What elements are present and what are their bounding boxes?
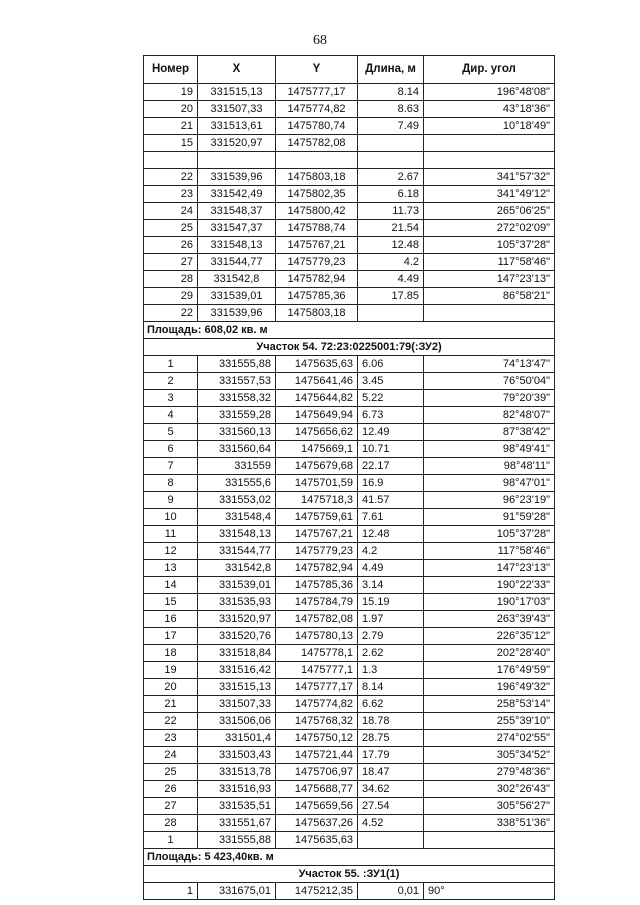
cell-number: 26 — [144, 237, 198, 254]
cell-y: 1475780,74 — [276, 118, 358, 135]
cell-direction: 91°59'28" — [424, 509, 555, 526]
cell-y: 1475212,35 — [276, 883, 358, 900]
cell-y: 1475721,44 — [276, 747, 358, 764]
cell-x: 331520,97 — [198, 611, 276, 628]
cell-direction: 79°20'39" — [424, 390, 555, 407]
cell-y: 1475785,36 — [276, 288, 358, 305]
cell-length: 4.49 — [358, 560, 424, 577]
cell-number: 23 — [144, 730, 198, 747]
cell-direction: 190°17'03" — [424, 594, 555, 611]
cell-direction: 258°53'14" — [424, 696, 555, 713]
cell-number: 20 — [144, 101, 198, 118]
table-row — [144, 356, 555, 373]
cell-x: 331542,49 — [198, 186, 276, 203]
cell-direction: 105°37'28" — [424, 526, 555, 543]
cell-y: 1475802,35 — [276, 186, 358, 203]
table-row — [144, 696, 555, 713]
cell-y: 1475774,82 — [276, 101, 358, 118]
cell-direction: 74°13'47" — [424, 356, 555, 373]
cell-direction: 147°23'13" — [424, 271, 555, 288]
cell-y: 1475774,82 — [276, 696, 358, 713]
cell-number: 3 — [144, 390, 198, 407]
table-row — [144, 577, 555, 594]
cell-number: 21 — [144, 118, 198, 135]
table-row — [144, 747, 555, 764]
table-row — [144, 254, 555, 271]
cell-direction: 305°56'27" — [424, 798, 555, 815]
table-row — [144, 883, 555, 900]
cell-number: 4 — [144, 407, 198, 424]
cell-length: 0,01 — [358, 883, 424, 900]
coordinates-sheet — [143, 55, 555, 900]
header-row — [144, 56, 555, 84]
cell-y: 1475706,97 — [276, 764, 358, 781]
cell-x: 331516,42 — [198, 662, 276, 679]
cell-y: 1475641,46 — [276, 373, 358, 390]
cell-length: 1.3 — [358, 662, 424, 679]
cell-x: 331548,4 — [198, 509, 276, 526]
table-row — [144, 373, 555, 390]
table-row — [144, 84, 555, 101]
cell-y: 1475767,21 — [276, 526, 358, 543]
cell-length: 6.73 — [358, 407, 424, 424]
cell-length: 2.62 — [358, 645, 424, 662]
header-number: Номер — [144, 56, 198, 84]
cell-length: 2.79 — [358, 628, 424, 645]
area-label-1: Площадь: 608,02 кв. м — [144, 322, 555, 339]
table-row — [144, 101, 555, 118]
table-row — [144, 679, 555, 696]
area-label-2: Площадь: 5 423,40кв. м — [144, 849, 555, 866]
cell-length: 12.48 — [358, 237, 424, 254]
cell-direction — [424, 135, 555, 152]
cell-direction: 255°39'10" — [424, 713, 555, 730]
cell-direction: 226°35'12" — [424, 628, 555, 645]
cell-y: 1475780,13 — [276, 628, 358, 645]
cell-number: 19 — [144, 84, 198, 101]
cell-length: 3.45 — [358, 373, 424, 390]
table-row — [144, 118, 555, 135]
header-length: Длина, м — [358, 56, 424, 84]
section-title-2: Участок 55. :ЗУ1(1) — [144, 866, 555, 883]
table-row — [144, 645, 555, 662]
cell-length: 5.22 — [358, 390, 424, 407]
table-row — [144, 288, 555, 305]
area-row — [144, 849, 555, 866]
cell-y: 1475644,82 — [276, 390, 358, 407]
cell-x: 331539,01 — [198, 577, 276, 594]
cell-number: 22 — [144, 305, 198, 322]
table-row — [144, 220, 555, 237]
cell-number: 20 — [144, 679, 198, 696]
cell-x: 331559 — [198, 458, 276, 475]
table-row — [144, 407, 555, 424]
cell-number: 15 — [144, 135, 198, 152]
cell-number: 14 — [144, 577, 198, 594]
table-row — [144, 237, 555, 254]
cell-x: 331548,13 — [198, 526, 276, 543]
cell-x: 331535,51 — [198, 798, 276, 815]
cell-y: 1475750,12 — [276, 730, 358, 747]
table-row — [144, 135, 555, 152]
table-row — [144, 764, 555, 781]
table-row — [144, 441, 555, 458]
cell-length: 15.19 — [358, 594, 424, 611]
cell-y: 1475635,63 — [276, 356, 358, 373]
cell-number: 1 — [144, 883, 198, 900]
cell-length: 2.67 — [358, 169, 424, 186]
table-row — [144, 730, 555, 747]
cell-length: 3.14 — [358, 577, 424, 594]
cell-length: 22.17 — [358, 458, 424, 475]
cell-direction: 190°22'33" — [424, 577, 555, 594]
cell-x: 331515,13 — [198, 84, 276, 101]
cell-length: 7.49 — [358, 118, 424, 135]
cell-x: 331501,4 — [198, 730, 276, 747]
cell-y: 1475782,94 — [276, 271, 358, 288]
cell-direction — [424, 305, 555, 322]
cell-number: 21 — [144, 696, 198, 713]
cell-x: 331560,64 — [198, 441, 276, 458]
cell-length: 4.2 — [358, 254, 424, 271]
table-row — [144, 662, 555, 679]
table-row — [144, 526, 555, 543]
cell-length: 4.2 — [358, 543, 424, 560]
cell-x: 331520,97 — [198, 135, 276, 152]
cell-x: 331539,01 — [198, 288, 276, 305]
cell-length: 17.79 — [358, 747, 424, 764]
cell-y: 1475768,32 — [276, 713, 358, 730]
cell-x: 331535,93 — [198, 594, 276, 611]
cell-y: 1475767,21 — [276, 237, 358, 254]
cell-direction: 43°18'36" — [424, 101, 555, 118]
cell-x: 331544,77 — [198, 543, 276, 560]
cell-y: 1475779,23 — [276, 543, 358, 560]
cell-direction: 265°06'25" — [424, 203, 555, 220]
cell-x: 331559,28 — [198, 407, 276, 424]
cell-number: 25 — [144, 220, 198, 237]
table-row — [144, 203, 555, 220]
cell-y: 1475637,26 — [276, 815, 358, 832]
cell-number: 16 — [144, 611, 198, 628]
cell-direction: 117°58'46" — [424, 543, 555, 560]
cell-y: 1475679,68 — [276, 458, 358, 475]
cell-number: 1 — [144, 832, 198, 849]
cell-x: 331544,77 — [198, 254, 276, 271]
cell-direction: 302°26'43" — [424, 781, 555, 798]
cell-x: 331542,8 — [198, 271, 276, 288]
cell-length — [358, 135, 424, 152]
cell-x: 331503,43 — [198, 747, 276, 764]
cell-direction: 263°39'43" — [424, 611, 555, 628]
table-row — [144, 492, 555, 509]
cell-length: 10.71 — [358, 441, 424, 458]
block-3-rows — [144, 356, 555, 849]
cell-x: 331513,61 — [198, 118, 276, 135]
header-y: Y — [276, 56, 358, 84]
cell-length — [358, 832, 424, 849]
table-row — [144, 628, 555, 645]
cell-y: 1475785,36 — [276, 577, 358, 594]
cell-x: 331516,93 — [198, 781, 276, 798]
header-direction: Дир. угол — [424, 56, 555, 84]
cell-y: 1475777,17 — [276, 84, 358, 101]
cell-length: 7.61 — [358, 509, 424, 526]
cell-number: 22 — [144, 713, 198, 730]
cell-y: 1475779,23 — [276, 254, 358, 271]
cell-y: 1475635,63 — [276, 832, 358, 849]
cell-length: 12.49 — [358, 424, 424, 441]
table-row — [144, 781, 555, 798]
cell-y: 1475782,94 — [276, 560, 358, 577]
table-row — [144, 798, 555, 815]
cell-length: 11.73 — [358, 203, 424, 220]
cell-number: 9 — [144, 492, 198, 509]
table-row — [144, 169, 555, 186]
cell-number: 17 — [144, 628, 198, 645]
cell-number: 26 — [144, 781, 198, 798]
cell-x: 331553,02 — [198, 492, 276, 509]
cell-length: 27.54 — [358, 798, 424, 815]
cell-x: 331507,33 — [198, 101, 276, 118]
blank-row — [144, 152, 555, 169]
cell-y: 1475659,56 — [276, 798, 358, 815]
table-row — [144, 815, 555, 832]
area-row — [144, 322, 555, 339]
cell-direction: 98°47'01" — [424, 475, 555, 492]
cell-x: 331518,84 — [198, 645, 276, 662]
cell-y: 1475788,74 — [276, 220, 358, 237]
cell-number: 28 — [144, 271, 198, 288]
block-1-rows — [144, 84, 555, 152]
cell-direction: 96°23'19" — [424, 492, 555, 509]
table-row — [144, 594, 555, 611]
page-number: 68 — [313, 33, 327, 48]
cell-number: 18 — [144, 645, 198, 662]
cell-y: 1475782,08 — [276, 135, 358, 152]
cell-y: 1475782,08 — [276, 611, 358, 628]
table-row — [144, 186, 555, 203]
table-row — [144, 390, 555, 407]
cell-y: 1475778,1 — [276, 645, 358, 662]
cell-direction: 196°49'32" — [424, 679, 555, 696]
cell-number: 11 — [144, 526, 198, 543]
cell-x: 331513,78 — [198, 764, 276, 781]
cell-x: 331547,37 — [198, 220, 276, 237]
cell-x: 331539,96 — [198, 169, 276, 186]
cell-length: 34.62 — [358, 781, 424, 798]
table-row — [144, 458, 555, 475]
cell-direction: 196°48'08" — [424, 84, 555, 101]
cell-direction: 202°28'40" — [424, 645, 555, 662]
cell-direction: 98°48'11" — [424, 458, 555, 475]
table-row — [144, 611, 555, 628]
cell-number: 28 — [144, 815, 198, 832]
cell-direction: 305°34'52" — [424, 747, 555, 764]
table-row — [144, 305, 555, 322]
cell-length: 8.14 — [358, 84, 424, 101]
cell-number: 29 — [144, 288, 198, 305]
cell-length — [358, 305, 424, 322]
cell-length: 1.97 — [358, 611, 424, 628]
cell-direction: 76°50'04" — [424, 373, 555, 390]
cell-y: 1475777,17 — [276, 679, 358, 696]
cell-direction: 147°23'13" — [424, 560, 555, 577]
cell-direction: 10°18'49" — [424, 118, 555, 135]
cell-y: 1475656,62 — [276, 424, 358, 441]
cell-x: 331558,32 — [198, 390, 276, 407]
cell-direction: 272°02'09" — [424, 220, 555, 237]
cell-y: 1475669,1 — [276, 441, 358, 458]
cell-x: 331555,6 — [198, 475, 276, 492]
cell-number: 12 — [144, 543, 198, 560]
cell-y: 1475718,3 — [276, 492, 358, 509]
cell-length: 21.54 — [358, 220, 424, 237]
cell-direction: 90° — [424, 883, 555, 900]
cell-x: 331675,01 — [198, 883, 276, 900]
cell-y: 1475777,1 — [276, 662, 358, 679]
table-row — [144, 424, 555, 441]
cell-length: 18.78 — [358, 713, 424, 730]
coordinates-table — [143, 55, 555, 900]
cell-number: 15 — [144, 594, 198, 611]
cell-x: 331551,67 — [198, 815, 276, 832]
cell-x: 331557,53 — [198, 373, 276, 390]
cell-x: 331542,8 — [198, 560, 276, 577]
cell-x: 331520,76 — [198, 628, 276, 645]
cell-number: 10 — [144, 509, 198, 526]
cell-direction: 274°02'55" — [424, 730, 555, 747]
table-row — [144, 475, 555, 492]
cell-direction: 341°49'12" — [424, 186, 555, 203]
cell-number: 27 — [144, 254, 198, 271]
cell-number: 19 — [144, 662, 198, 679]
block-2-rows — [144, 169, 555, 322]
cell-x: 331560,13 — [198, 424, 276, 441]
cell-x: 331555,88 — [198, 356, 276, 373]
cell-x: 331548,37 — [198, 203, 276, 220]
cell-number: 23 — [144, 186, 198, 203]
section-row — [144, 866, 555, 883]
cell-direction: 82°48'07" — [424, 407, 555, 424]
cell-x: 331555,88 — [198, 832, 276, 849]
cell-direction — [424, 832, 555, 849]
cell-y: 1475803,18 — [276, 169, 358, 186]
cell-length: 12.48 — [358, 526, 424, 543]
cell-direction: 98°49'41" — [424, 441, 555, 458]
cell-direction: 338°51'36" — [424, 815, 555, 832]
table-row — [144, 832, 555, 849]
table-row — [144, 509, 555, 526]
cell-number: 1 — [144, 356, 198, 373]
cell-y: 1475803,18 — [276, 305, 358, 322]
cell-number: 13 — [144, 560, 198, 577]
cell-length: 6.18 — [358, 186, 424, 203]
cell-direction: 86°58'21" — [424, 288, 555, 305]
cell-length: 16.9 — [358, 475, 424, 492]
cell-number: 27 — [144, 798, 198, 815]
cell-number: 2 — [144, 373, 198, 390]
cell-y: 1475759,61 — [276, 509, 358, 526]
cell-number: 6 — [144, 441, 198, 458]
header-x: X — [198, 56, 276, 84]
cell-x: 331506,06 — [198, 713, 276, 730]
table-row — [144, 271, 555, 288]
table-row — [144, 713, 555, 730]
cell-direction: 176°49'59" — [424, 662, 555, 679]
cell-direction: 117°58'46" — [424, 254, 555, 271]
cell-length: 17.85 — [358, 288, 424, 305]
cell-number: 24 — [144, 203, 198, 220]
cell-length: 41.57 — [358, 492, 424, 509]
cell-x: 331515,13 — [198, 679, 276, 696]
block-4-rows — [144, 883, 555, 900]
cell-y: 1475800,42 — [276, 203, 358, 220]
cell-direction: 105°37'28" — [424, 237, 555, 254]
cell-number: 7 — [144, 458, 198, 475]
cell-direction: 341°57'32" — [424, 169, 555, 186]
cell-x: 331539,96 — [198, 305, 276, 322]
cell-number: 24 — [144, 747, 198, 764]
cell-direction: 279°48'36" — [424, 764, 555, 781]
cell-length: 8.63 — [358, 101, 424, 118]
cell-y: 1475701,59 — [276, 475, 358, 492]
cell-number: 25 — [144, 764, 198, 781]
cell-direction: 87°38'42" — [424, 424, 555, 441]
cell-y: 1475784,79 — [276, 594, 358, 611]
cell-number: 22 — [144, 169, 198, 186]
table-row — [144, 543, 555, 560]
cell-y: 1475688,77 — [276, 781, 358, 798]
cell-number: 8 — [144, 475, 198, 492]
cell-length: 8.14 — [358, 679, 424, 696]
cell-length: 18.47 — [358, 764, 424, 781]
cell-y: 1475649,94 — [276, 407, 358, 424]
section-title-1: Участок 54. 72:23:0225001:79(:ЗУ2) — [144, 339, 555, 356]
cell-x: 331548,13 — [198, 237, 276, 254]
cell-length: 6.62 — [358, 696, 424, 713]
cell-length: 4.49 — [358, 271, 424, 288]
cell-length: 4.52 — [358, 815, 424, 832]
cell-number: 5 — [144, 424, 198, 441]
cell-x: 331507,33 — [198, 696, 276, 713]
cell-length: 28.75 — [358, 730, 424, 747]
cell-length: 6.06 — [358, 356, 424, 373]
section-row — [144, 339, 555, 356]
table-row — [144, 560, 555, 577]
